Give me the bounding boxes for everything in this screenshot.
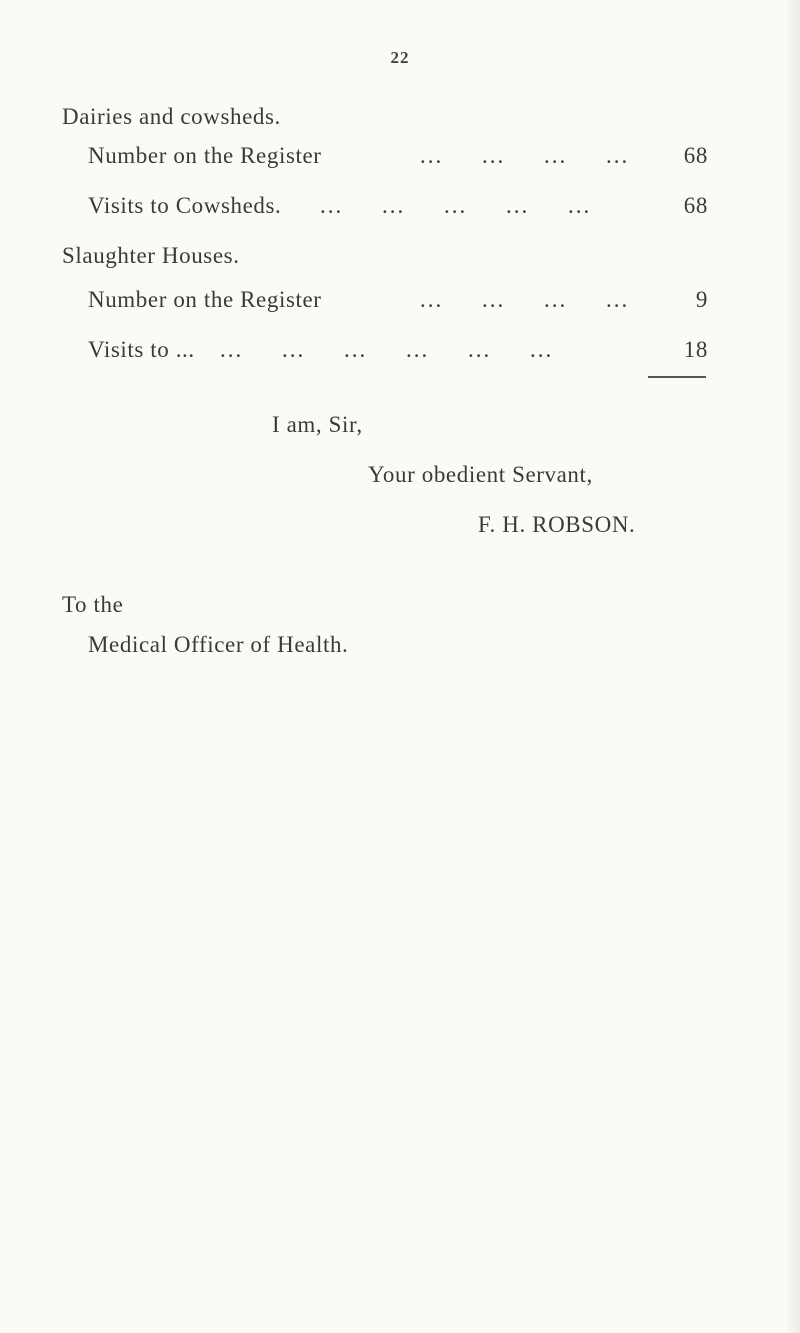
row-label: Number on the Register	[88, 287, 322, 312]
section-heading-dairies: Dairies and cowsheds.	[62, 104, 281, 129]
row-value: 9	[695, 287, 708, 312]
row-slaughter-register	[88, 287, 708, 317]
leader-dots: ... ... ... ... ... ...	[220, 337, 554, 362]
page-number: 22	[390, 48, 410, 67]
leader-dots: ... ... ... ... ...	[320, 193, 592, 218]
section-heading-slaughter-houses: Slaughter Houses.	[62, 243, 240, 268]
page-edge-shadow	[784, 0, 800, 1333]
addressee-line-2: Medical Officer of Health.	[88, 632, 349, 657]
leader-dots: ... ... ... ...	[420, 287, 630, 312]
addressee-line-1: To the	[62, 592, 124, 617]
salutation: I am, Sir,	[272, 412, 363, 437]
row-label: Number on the Register	[88, 143, 322, 168]
valediction: Your obedient Servant,	[368, 462, 593, 487]
row-dairies-visits	[88, 193, 708, 223]
row-dairies-register	[88, 143, 708, 173]
row-label: Visits to ...	[88, 337, 195, 362]
leader-dots: ... ... ... ...	[420, 143, 630, 168]
row-slaughter-visits	[88, 337, 708, 367]
signature: F. H. ROBSON.	[478, 512, 636, 537]
row-value: 68	[683, 193, 708, 218]
row-label: Visits to Cowsheds.	[88, 193, 282, 218]
row-value: 68	[683, 143, 708, 168]
total-rule	[648, 376, 706, 378]
row-value: 18	[683, 337, 708, 362]
